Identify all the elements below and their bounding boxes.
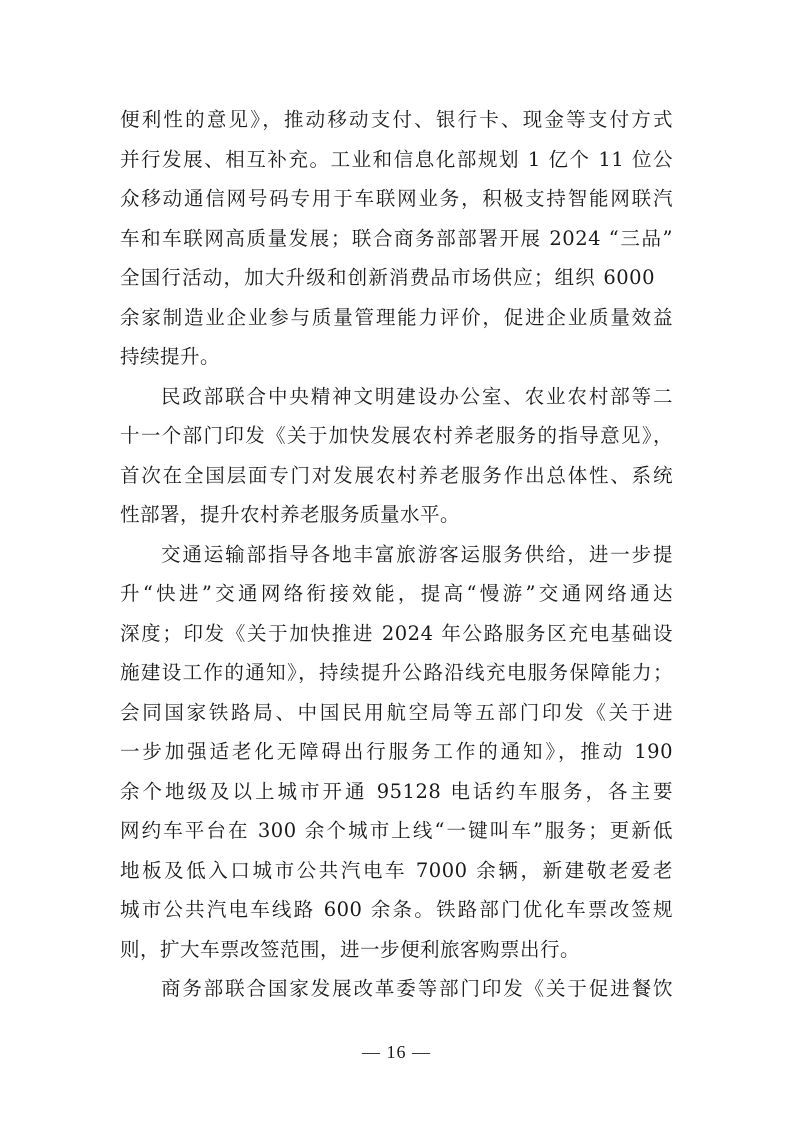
text-line: 余家制造业企业参与质量管理能力评价，促进企业质量效益 (120, 305, 673, 329)
text-line: 地板及低入口城市公共汽电车 7000 余辆，新建敬老爱老 (120, 858, 673, 882)
text-line: 城市公共汽电车线路 600 余条。铁路部门优化车票改签规 (120, 898, 673, 921)
text-line: 交通运输部指导各地丰富旅游客运服务供给，进一步提 (161, 542, 673, 566)
page-number: — 16 — (362, 1042, 431, 1062)
text-line: 商务部联合国家发展改革委等部门印发《关于促进餐饮 (161, 977, 673, 1000)
text-line: 一步加强适老化无障碍出行服务工作的通知》，推动 190 (120, 740, 673, 763)
body-text (120, 100, 673, 1009)
text-line: 首次在全国层面专门对发展农村养老服务作出总体性、系统 (120, 463, 673, 487)
text-line: 余个地级及以上城市开通 95128 电话约车服务，各主要 (120, 779, 673, 803)
text-line: 车和车联网高质量发展；联合商务部部署开展 2024 “三品” (120, 226, 673, 250)
text-line: 网约车平台在 300 余个城市上线“一键叫车”服务；更新低 (120, 819, 673, 842)
text-line: 施建设工作的通知》，持续提升公路沿线充电服务保障能力； (120, 661, 673, 684)
text-line: 众移动通信网号码专用于车联网业务，积极支持智能网联汽 (120, 187, 673, 210)
text-line: 升“快进”交通网络衔接效能，提高“慢游”交通网络通达 (120, 582, 673, 605)
text-line: 全国行活动，加大升级和创新消费品市场供应；组织 6000 (120, 266, 655, 289)
text-line: 持续提升。 (120, 345, 221, 368)
text-line: 性部署，提升农村养老服务质量水平。 (120, 503, 461, 526)
text-line: 便利性的意见》，推动移动支付、银行卡、现金等支付方式 (120, 108, 673, 131)
text-line: 民政部联合中央精神文明建设办公室、农业农村部等二 (161, 384, 673, 408)
text-line: 则，扩大车票改签范围，进一步便利旅客购票出行。 (120, 937, 581, 961)
text-line: 深度；印发《关于加快推进 2024 年公路服务区充电基础设 (120, 621, 673, 645)
text-line: 并行发展、相互补充。工业和信息化部规划 1 亿个 11 位公 (120, 147, 673, 171)
text-line: 十一个部门印发《关于加快发展农村养老服务的指导意见》， (120, 424, 673, 447)
text-line: 会同国家铁路局、中国民用航空局等五部门印发《关于进 (120, 700, 673, 724)
